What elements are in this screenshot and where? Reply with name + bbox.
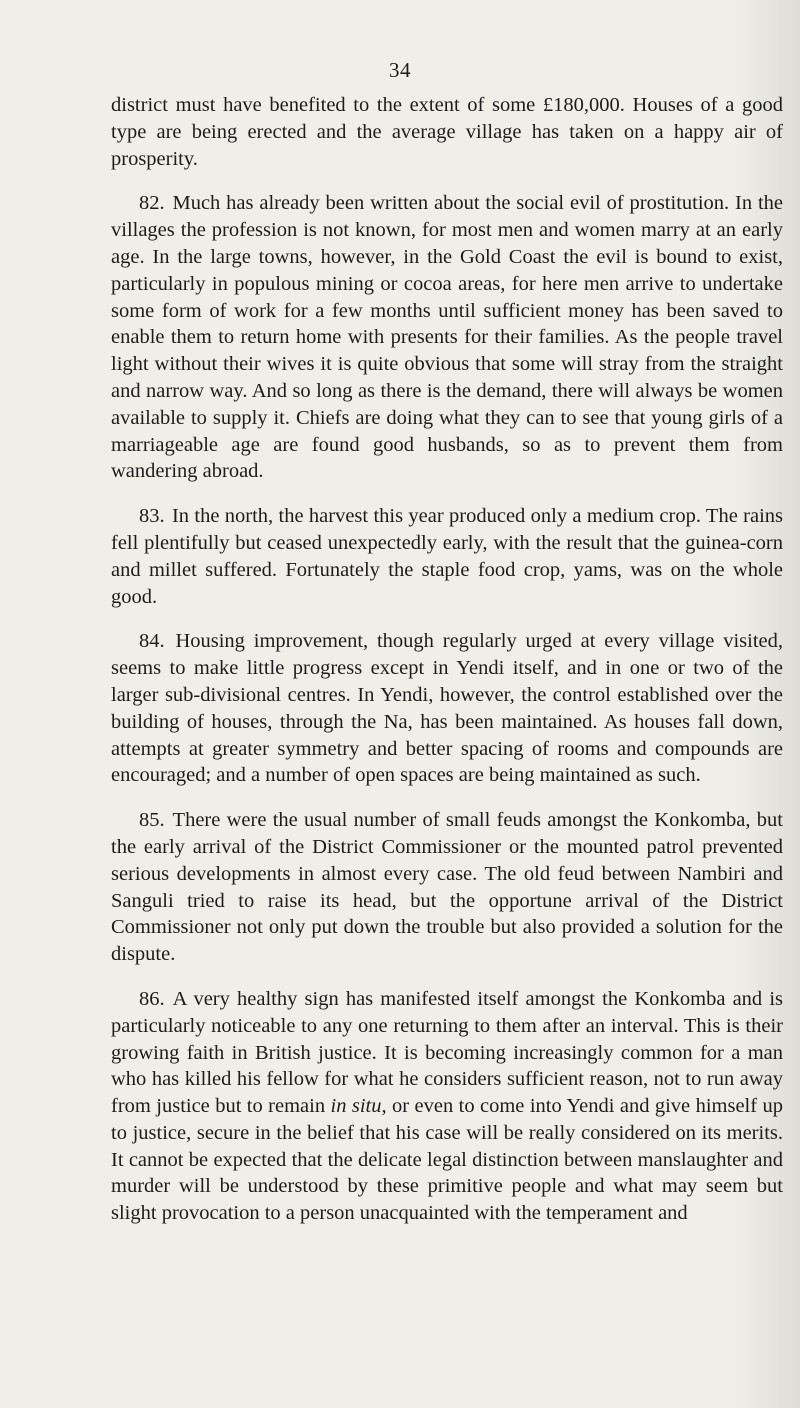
page-number: 34 bbox=[389, 58, 411, 82]
paragraph-text: district must have benefited to the extent of some £180,000. Houses of a good type are being erected and the average village has taken on a happy air of prosperity. bbox=[111, 94, 783, 170]
paragraph-continuation bbox=[111, 92, 783, 172]
paragraph-text: In the north, the harvest this year produced only a medium crop. The rains fell plentifully but ceased unexpectedly early, with the result that the guinea-corn and millet suffered. Fortunately the staple food crop, yams, was on the whole good. bbox=[111, 505, 783, 608]
paragraph-text-after: or even to come into Yendi and give himself up to justice, secure in the belief that his case will be really considered on its merits. It cannot be expected that the delicate legal distinction between manslaughter and murder will be understood by these primitive people and what may seem but slight provocation to a person unacquainted with the temperament and bbox=[111, 1095, 783, 1225]
paragraph-number: 85. bbox=[139, 809, 165, 832]
paragraph-number: 82. bbox=[139, 192, 165, 215]
paragraph-86 bbox=[111, 986, 783, 1227]
paragraph-82 bbox=[111, 190, 783, 485]
body-text bbox=[111, 92, 783, 1245]
paragraph-83 bbox=[111, 503, 783, 610]
italic-phrase: in situ, bbox=[330, 1095, 387, 1118]
paragraph-text: Much has already been written about the social evil of prostitution. In the villages the profession is not known, for most men and women marry at an early age. In the large towns, however, in the Gold Coast the evil is bound to exist, particularly in populous mining or cocoa areas, for here men arrive to undertake some form of work for a few months until sufficient money has been saved to enable them to return home with presents for their families. As the people travel light without their wives it is quite obvious that some will stray from the straight and narrow way. And so long as there is the demand, there will always be women available to supply it. Chiefs are doing what they can to see that young girls of a marriageable age are found good husbands, so as to prevent them from wandering abroad. bbox=[111, 192, 783, 483]
paragraph-84 bbox=[111, 628, 783, 789]
paragraph-number: 84. bbox=[139, 630, 165, 653]
paragraph-text: Housing improvement, though regularly urged at every village visited, seems to make little progress except in Yendi itself, and in one or two of the larger sub-divisional centres. In Yendi, however, the control established over the building of houses, through the Na, has been maintained. As houses fall down, attempts at greater symmetry and better spacing of rooms and compounds are encouraged; and a number of open spaces are being maintained as such. bbox=[111, 630, 784, 787]
paragraph-number: 83. bbox=[139, 505, 165, 528]
paragraph-85 bbox=[111, 807, 783, 968]
paragraph-number: 86. bbox=[139, 987, 165, 1010]
paragraph-text-before: A very healthy sign has manifested itself amongst the Konkomba and is particularly noticeable to any one returning to them after an interval. This is their growing faith in British justice. It is becoming increasingly common for a man who has killed his fellow for what he considers sufficient reason, not to run away from justice but to remain bbox=[111, 987, 783, 1118]
paragraph-text: There were the usual number of small feuds amongst the Konkomba, but the early arrival of the District Commissioner or the mounted patrol prevented serious developments in almost every case. The old feud between Nambiri and Sanguli tried to raise its head, but the opportune arrival of the District Commissioner not only put down the trouble but also provided a solution for the dispute. bbox=[111, 809, 784, 966]
